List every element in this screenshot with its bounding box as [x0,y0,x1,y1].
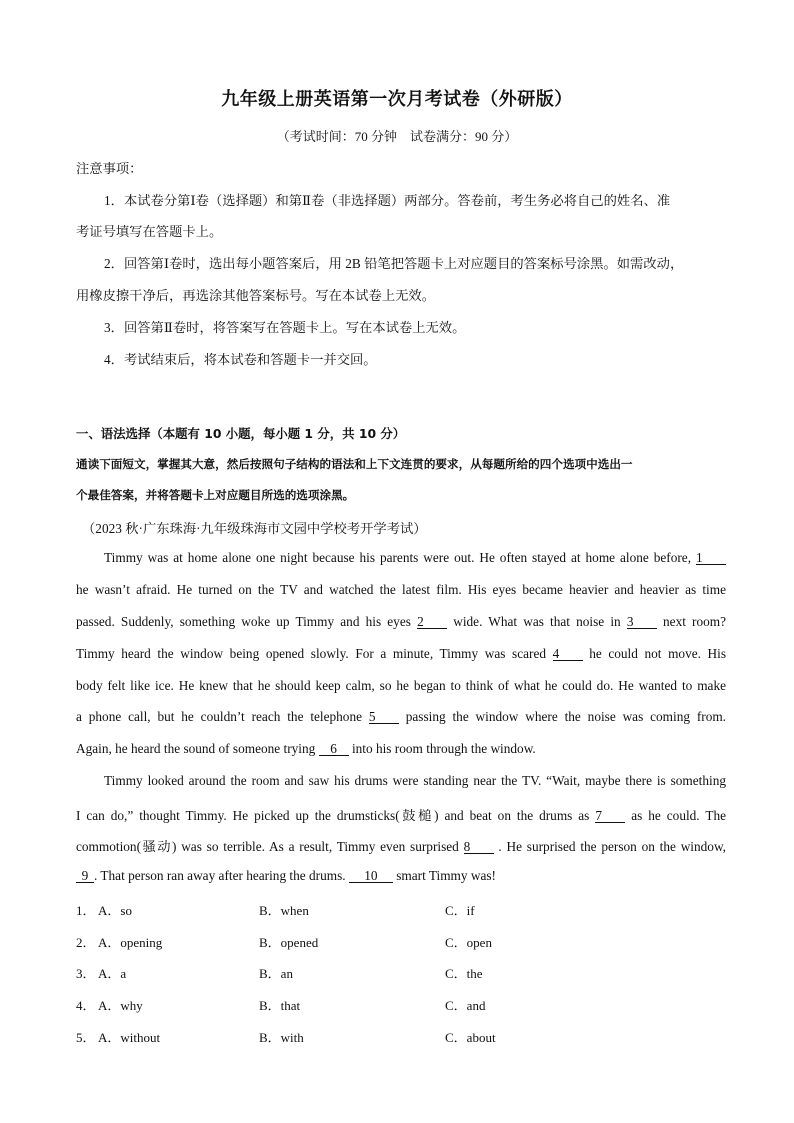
note-item-2-line-1: 2．回答第Ⅰ卷时，选出每小题答案后，用 2B 铅笔把答题卡上对应题目的答案标号涂黑。如需改动， [104,256,684,271]
note-item-4: 4．考试结束后，将本试卷和答题卡一并交回。 [104,352,377,367]
passage-text: passed. Suddenly, something woke up Timmy and his eyes [76,614,411,629]
option-a[interactable]: A．without [98,1030,161,1045]
passage-line [76,709,726,725]
passage-line: he wasn’t afraid. He turned on the TV and watched the latest film. His eyes became heavier and heavier as time [76,582,726,597]
option-a[interactable]: A．so [98,903,132,918]
passage-text: next room? [663,614,727,629]
question-number: 3． [76,966,96,981]
passage-text: commotion(骚动) was so terrible. As a result, Timmy even surprised [76,839,459,854]
note-item-1-line-1: 1．本试卷分第Ⅰ卷（选择题）和第Ⅱ卷（非选择题）两部分。答卷前，考生务必将自己的姓名、准 [104,193,671,208]
passage-text: as he could. The [631,808,727,823]
option-c[interactable]: C．and [445,998,486,1013]
question-row [76,932,736,950]
option-b[interactable]: B．opened [259,935,319,950]
passage-text: he could not move. His [589,646,727,661]
question-row [76,1027,736,1045]
question-row [76,900,736,918]
blank-8: 8 [464,840,494,854]
option-c[interactable]: C．about [445,1030,496,1045]
option-a[interactable]: A．why [98,998,143,1013]
passage-line [76,614,726,630]
passage-line [76,805,726,824]
passage-line [104,550,726,566]
blank-7: 7 [595,809,625,823]
note-item-1-line-2: 考证号填写在答题卡上。 [76,224,223,239]
passage-line [76,741,726,757]
question-number: 2． [76,935,96,950]
option-b[interactable]: B．that [259,998,301,1013]
passage-text: Timmy was at home alone one night because his parents were out. He often stayed at home alone before, [104,550,692,565]
passage-line [76,646,726,662]
passage-text: . That person ran away after hearing the drums. [94,868,346,883]
exam-subtitle: （考试时间：70 分钟 试卷满分：90 分） [276,129,518,144]
passage-line: Timmy looked around the room and saw his drums were standing near the TV. “Wait, maybe there is something [104,773,726,788]
exam-title: 九年级上册英语第一次月考试卷（外研版） [221,89,573,110]
section-heading: 一、语法选择（本题有 10 小题，每小题 1 分，共 10 分） [76,426,406,441]
option-a[interactable]: A．a [98,966,127,981]
section-instruction-line-2: 个最佳答案，并将答题卡上对应题目所选的选项涂黑。 [76,488,355,502]
question-number: 4． [76,998,96,1013]
question-row [76,995,736,1013]
note-item-2-line-2: 用橡皮擦干净后，再选涂其他答案标号。写在本试卷上无效。 [76,288,436,303]
option-a[interactable]: A．opening [98,935,163,950]
blank-5: 5 [369,710,399,724]
option-c[interactable]: C．if [445,903,475,918]
notes-heading: 注意事项： [76,161,143,176]
option-c[interactable]: C．open [445,935,492,950]
passage-source: （2023 秋·广东珠海·九年级珠海市文园中学校考开学考试） [82,521,427,536]
blank-4: 4 [553,647,583,661]
option-b[interactable]: B．an [259,966,293,981]
passage-line [76,836,726,855]
blank-3: 3 [627,615,657,629]
passage-text: Timmy heard the window being opened slowly. For a minute, Timmy was scared [76,646,546,661]
passage-text: Again, he heard the sound of someone trying [76,741,316,756]
question-row [76,963,736,981]
question-number: 1． [76,903,96,918]
option-b[interactable]: B．with [259,1030,304,1045]
section-instruction-line-1: 通读下面短文，掌握其大意，然后按照句子结构的语法和上下文连贯的要求，从每题所给的四个选项中选出一 [76,457,633,471]
option-b[interactable]: B．when [259,903,309,918]
passage-text: wide. What was that noise in [453,614,621,629]
passage-text: . He surprised the person on the window, [498,839,727,854]
passage-text: into his room through the window. [351,741,536,756]
blank-1: 1 [696,551,726,565]
passage-text: a phone call, but he couldn’t reach the telephone [76,709,363,724]
passage-text: passing the window where the noise was coming from. [405,709,727,724]
blank-10: 10 [349,869,393,883]
blank-6: 6 [319,742,349,756]
note-item-3: 3．回答第Ⅱ卷时，将答案写在答题卡上。写在本试卷上无效。 [104,320,466,335]
blank-9: 9 [76,869,94,883]
passage-text: I can do,” thought Timmy. He picked up the drumsticks(鼓槌) and beat on the drums as [76,808,590,823]
blank-2: 2 [417,615,447,629]
passage-line [76,868,726,884]
option-c[interactable]: C．the [445,966,483,981]
passage-line: body felt like ice. He knew that he should keep calm, so he began to think of what he could do. He wanted to make [76,678,726,693]
passage-text: smart Timmy was! [396,868,496,883]
question-number: 5． [76,1030,96,1045]
